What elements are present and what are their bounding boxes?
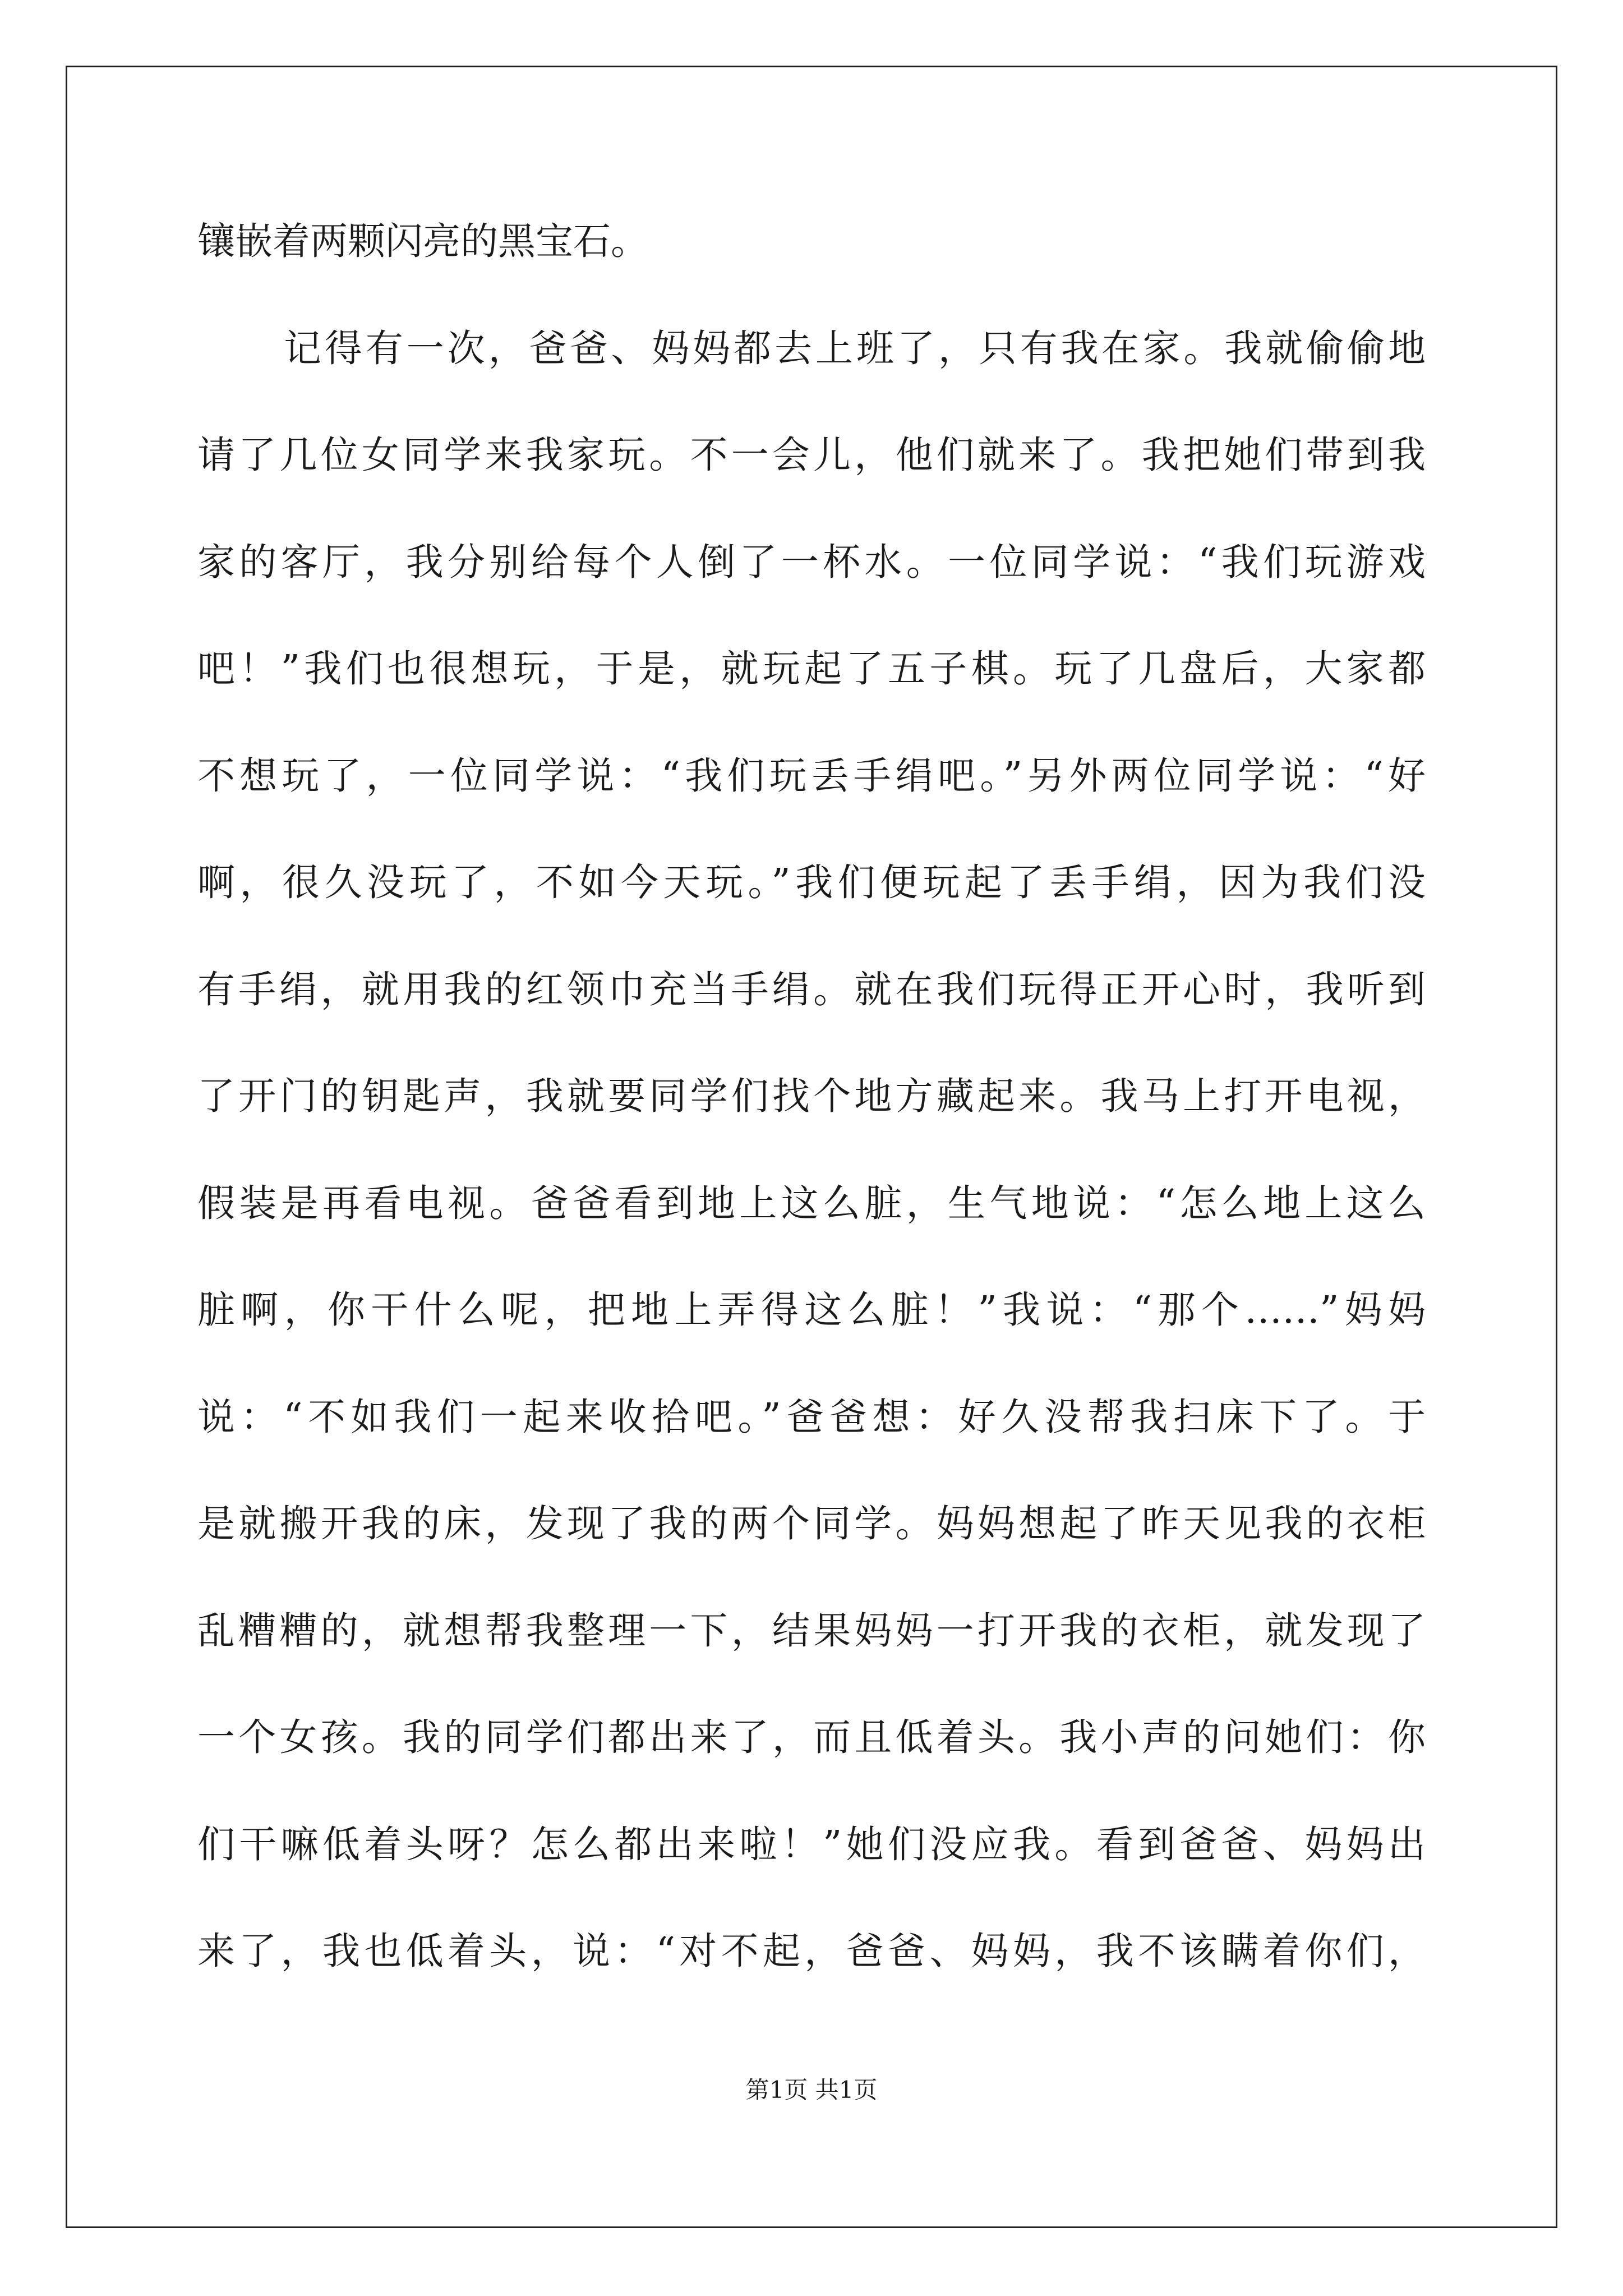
text-line: 们干嘛低着头呀？怎么都出来啦！”她们没应我。看到爸爸、妈妈出 [197,1822,1426,1866]
text-line: 脏啊，你干什么呢，把地上弄得这么脏！”我说：“那个……”妈妈 [197,1288,1426,1332]
text-line: 一个女孩。我的同学们都出来了，而且低着头。我小声的问她们：你 [197,1715,1426,1759]
text-line: 家的客厅，我分别给每个人倒了一杯水。一位同学说：“我们玩游戏 [197,540,1426,584]
text-line: 假装是再看电视。爸爸看到地上这么脏，生气地说：“怎么地上这么 [197,1181,1426,1225]
text-line: 是就搬开我的床，发现了我的两个同学。妈妈想起了昨天见我的衣柜 [197,1502,1426,1545]
text-line: 乱糟糟的，就想帮我整理一下，结果妈妈一打开我的衣柜，就发现了 [197,1608,1426,1653]
text-line: 说：“不如我们一起来收拾吧。”爸爸想：好久没帮我扫床下了。于 [197,1395,1426,1439]
text-line: 有手绢，就用我的红领巾充当手绢。就在我们玩得正开心时，我听到 [197,967,1426,1011]
text-line: 镶嵌着两颗闪亮的黑宝石。 [197,219,648,263]
page-number-footer: 第1页 共1页 [745,2076,878,2104]
text-line: 啊，很久没玩了，不如今天玩。”我们便玩起了丢手绢，因为我们没 [197,861,1426,904]
document-body [197,202,1426,2019]
text-line: 吧！”我们也很想玩，于是，就玩起了五子棋。玩了几盘后，大家都 [197,647,1426,691]
text-line: 了开门的钥匙声，我就要同学们找个地方藏起来。我马上打开电视， [197,1074,1426,1118]
text-line: 不想玩了，一位同学说：“我们玩丢手绢吧。”另外两位同学说：“好 [197,753,1426,798]
paragraph-first-line: 记得有一次，爸爸、妈妈都去上班了，只有我在家。我就偷偷地 [284,326,1426,370]
text-line: 请了几位女同学来我家玩。不一会儿，他们就来了。我把她们带到我 [197,433,1426,477]
text-line: 来了，我也低着头，说：“对不起，爸爸、妈妈，我不该瞒着你们， [197,1929,1426,1973]
